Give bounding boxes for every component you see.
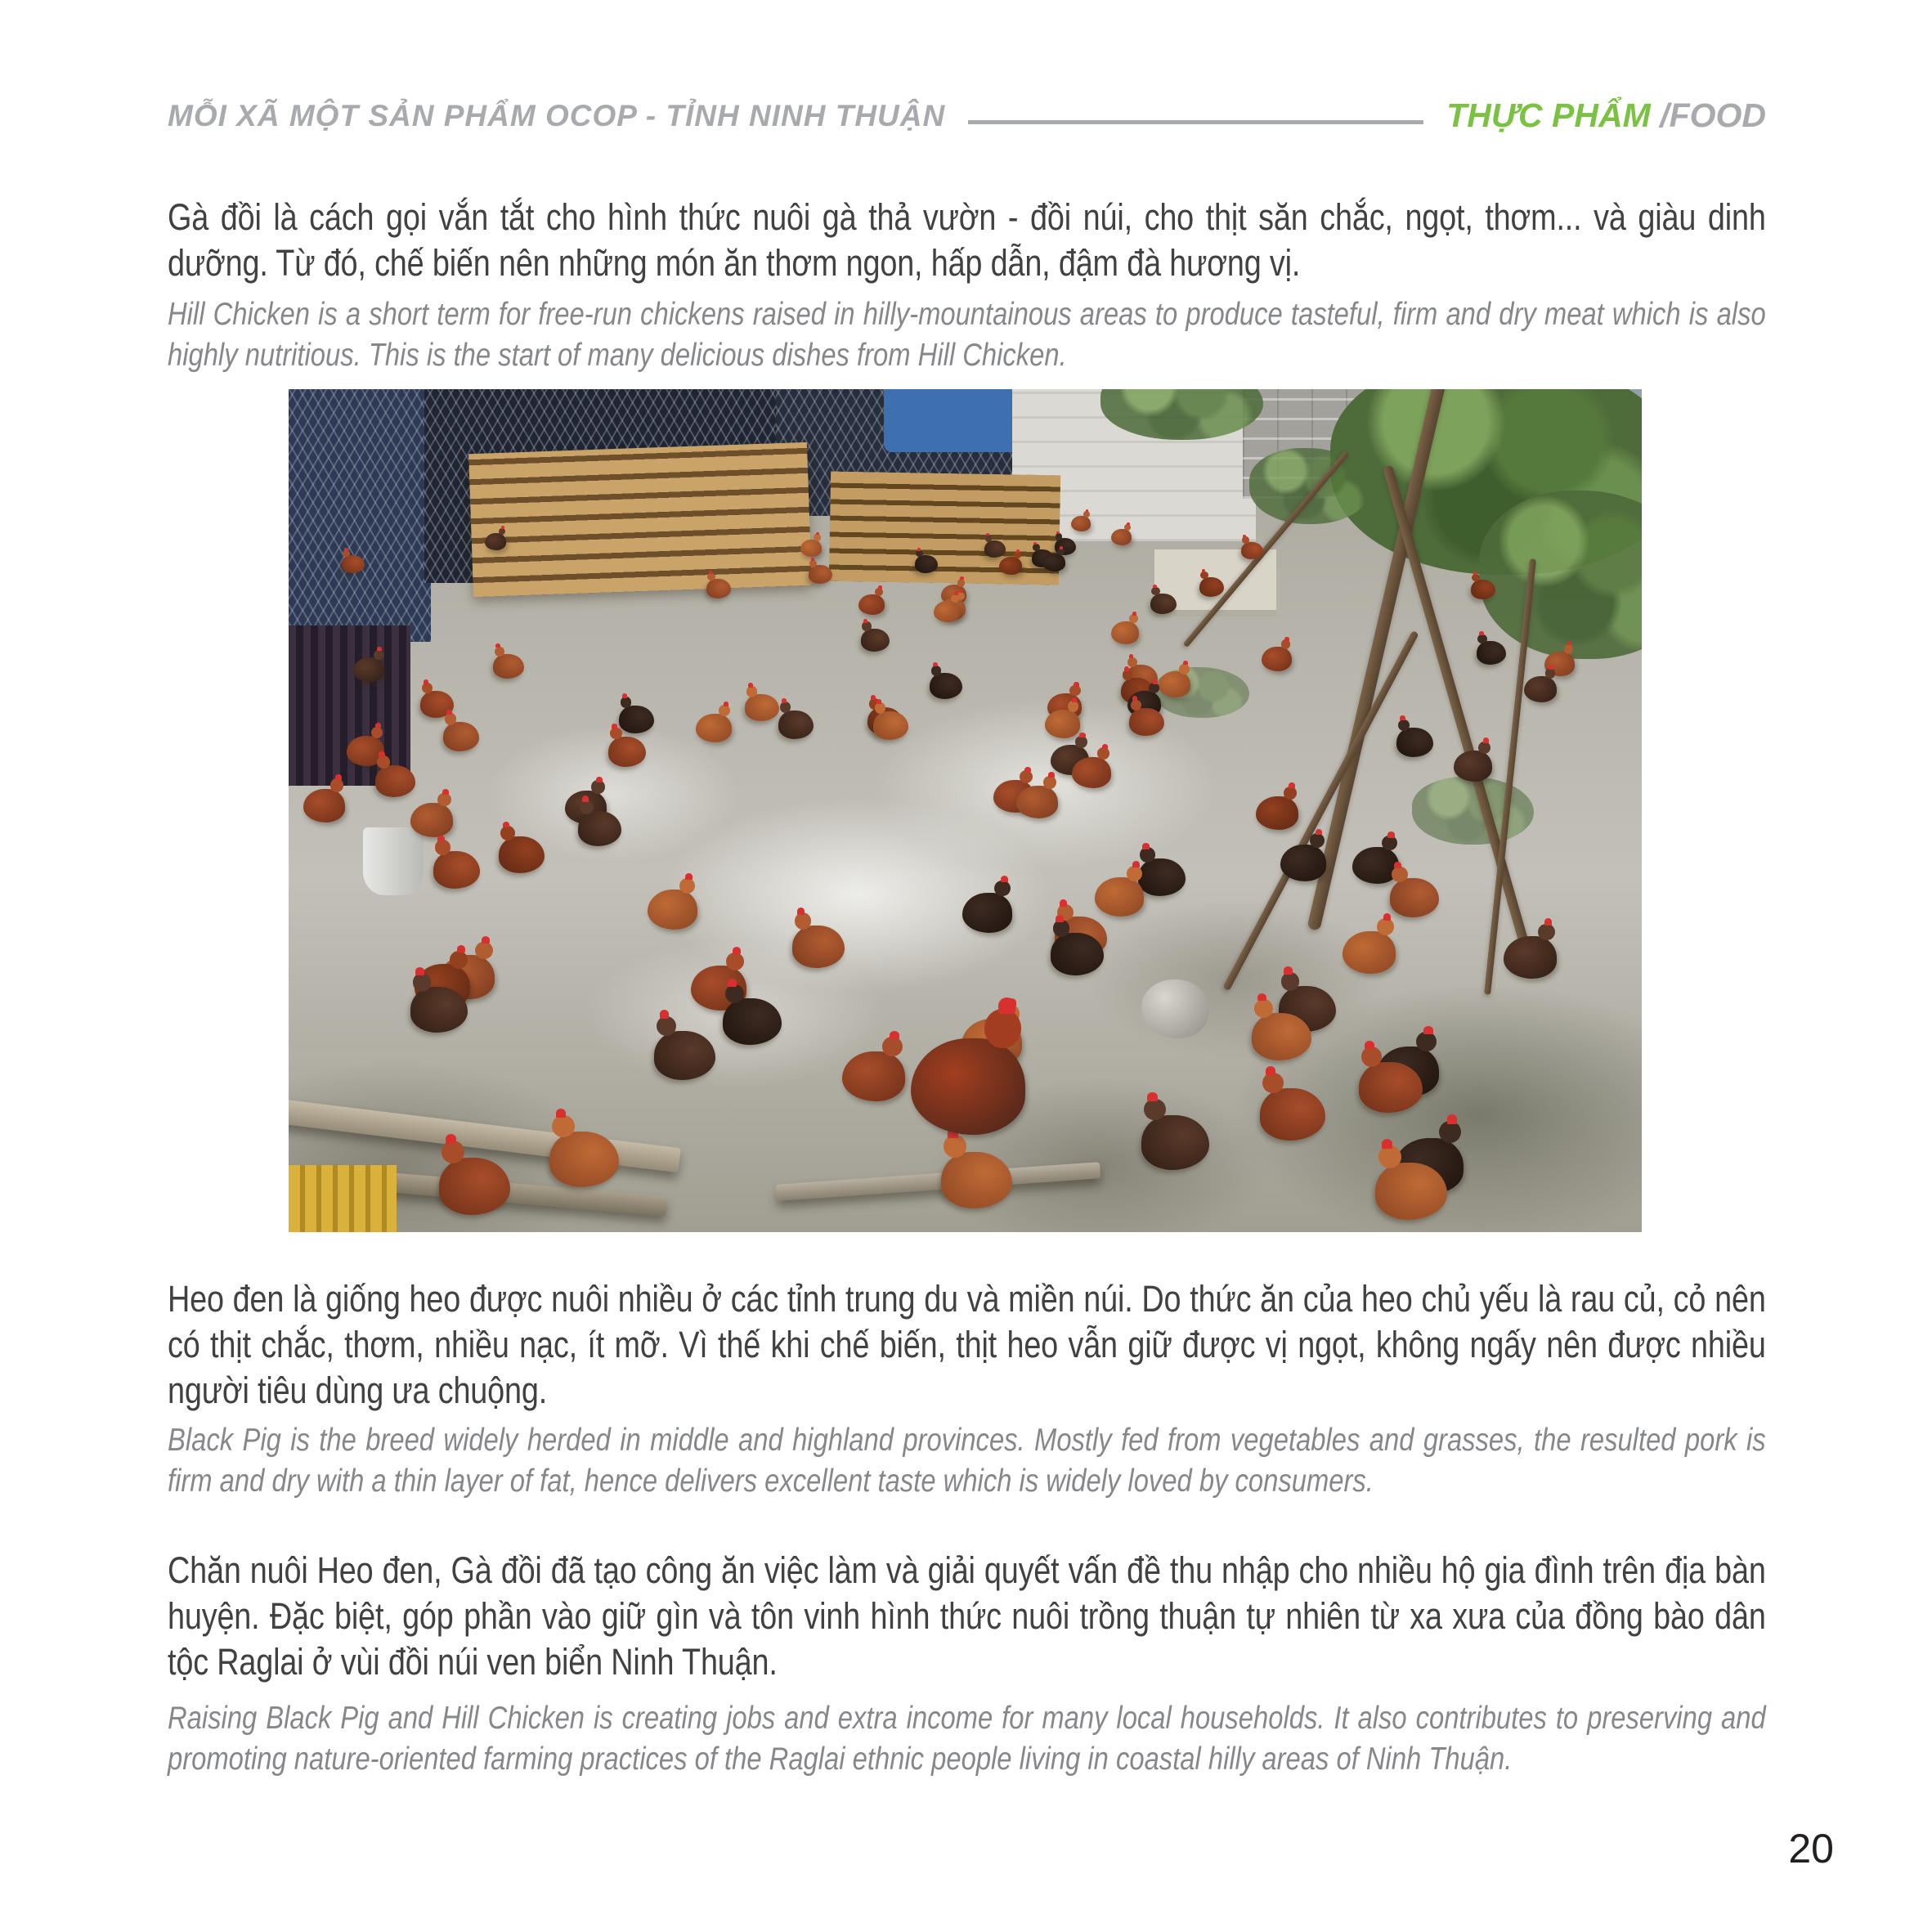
chicken-figure (1343, 931, 1396, 974)
chicken-figure (1072, 757, 1111, 788)
chicken-figure (1524, 676, 1557, 702)
chicken-figure (303, 789, 345, 823)
page-content (168, 142, 1766, 1780)
paragraph-hill-chicken-en: Hill Chicken is a short term for free-run chickens raised in hilly-mountainous areas to produce tasteful, firm and dry meat which is also highly nutritious. This is the start of many delicious dishes from Hill Chicken. (168, 297, 1766, 373)
chicken-figure (1359, 1062, 1423, 1113)
chicken-figure (1252, 1013, 1311, 1060)
chicken-figure (1141, 1115, 1209, 1170)
paragraph-black-pig-en: Black Pig is the breed widely herded in middle and highland provinces. Mostly fed from vegetables and grasses, the resulted pork is firm and dry with a thin layer of fat, hence delivers excellent taste which is widely loved by consumers. (168, 1423, 1766, 1499)
header-category-vi: THỰC PHẨM (1446, 96, 1651, 134)
chicken-figure (1396, 728, 1433, 757)
page-header (168, 96, 1766, 135)
chicken-figure (1375, 1163, 1447, 1220)
chicken-figure (353, 657, 384, 682)
chicken-figure (792, 926, 845, 968)
chicken-farm-photo (289, 389, 1642, 1232)
chicken-figure (1042, 554, 1065, 572)
chicken-figure (1071, 516, 1091, 531)
chicken-figure (1390, 878, 1439, 917)
chicken-figure (984, 540, 1006, 558)
chicken-figure (1256, 796, 1298, 830)
chicken-figure (439, 1158, 510, 1215)
chicken-figure (654, 1031, 715, 1080)
paragraph-hill-chicken-vi: Gà đồi là cách gọi vắn tắt cho hình thức nuôi gà thả vườn - đồi núi, cho thịt săn chắc, ngọt, thơm... và giàu dinh dưỡng. Từ đó, chế biến nên những món ăn thơm ngon, hấp dẫn, đậm đà hương vị. (168, 196, 1766, 284)
chicken-figure (1095, 877, 1144, 917)
chicken-figure (1159, 671, 1190, 697)
chicken-figure (648, 890, 697, 930)
chicken-figure (873, 711, 908, 740)
chicken-figure (745, 694, 779, 721)
chicken-figure (499, 836, 545, 873)
chicken-figure (800, 540, 822, 557)
chicken-figure (999, 557, 1022, 575)
header-category-en: /FOOD (1660, 96, 1766, 134)
header-category (1446, 96, 1766, 135)
paragraph-black-pig-vi: Heo đen là giống heo được nuôi nhiều ở các tỉnh trung du và miền núi. Do thức ăn của heo chủ yếu là rau củ, cỏ nên có thịt chắc, thơm, nhiều nạc, ít mỡ. Vì thế khi chế biến, thịt heo vẫn giữ được vị ngọt, không ngấy nên được nhiều người tiêu dùng ưa chuộng. (168, 1278, 1766, 1411)
chicken-figure (410, 987, 468, 1033)
page-number: 20 (1788, 1826, 1834, 1871)
chicken-figure (1241, 542, 1263, 559)
chicken-figure (1129, 708, 1164, 736)
chicken-figure (1454, 751, 1492, 782)
chicken-figure (549, 1132, 619, 1187)
chicken-figure (962, 893, 1012, 933)
chicken-figure (778, 710, 814, 739)
chicken-figure (1477, 641, 1506, 665)
chicken-figure (578, 811, 621, 846)
chicken-figure (1262, 647, 1292, 671)
chicken-figure (1111, 529, 1132, 545)
rooster-figure (911, 1038, 1025, 1135)
header-series-title: MỖI XÃ MỘT SẢN PHẨM OCOP - TỈNH NINH THUẬN (168, 98, 946, 132)
chicken-figure (1504, 936, 1557, 979)
chicken-figure (1280, 845, 1326, 881)
chicken-figure (1199, 577, 1224, 597)
chicken-figure (1471, 580, 1495, 599)
chicken-figure (706, 579, 731, 598)
chicken-figure (842, 1051, 905, 1101)
chicken-figure (809, 565, 832, 584)
chicken-figure (941, 1152, 1012, 1208)
chicken-figure (375, 765, 415, 797)
chicken-figure (1111, 621, 1139, 644)
chicken-figure (485, 533, 506, 550)
header-divider-rule (968, 120, 1423, 124)
chicken-figure (915, 555, 938, 573)
chicken-figure (934, 601, 960, 622)
chicken-figure (858, 594, 885, 615)
chicken-figure (930, 673, 962, 699)
chicken-figure (443, 722, 479, 751)
chicken-figure (1138, 858, 1186, 896)
chicken-figure (608, 737, 646, 767)
chicken-figure (1045, 710, 1080, 738)
chicken-figure (1150, 594, 1177, 614)
chicken-figure (342, 555, 365, 573)
chicken-figure (723, 998, 782, 1045)
chicken-figure (1016, 786, 1058, 818)
chicken-figure (1051, 933, 1104, 975)
paragraph-impact-vi: Chăn nuôi Heo đen, Gà đồi đã tạo công ăn việc làm và giải quyết vấn đề thu nhập cho nhiều hộ gia đình trên địa bàn huyện. Đặc biệt, góp phần vào giữ gìn và tôn vinh hình thức nuôi trồng thuận tự nhiên từ xa xưa của đồng bào dân tộc Raglai ở vùi đồi núi ven biển Ninh Thuận. (168, 1549, 1766, 1683)
chicken-figure (493, 654, 524, 679)
chicken-figure (433, 851, 480, 889)
paragraph-impact-en: Raising Black Pig and Hill Chicken is creating jobs and extra income for many local households. It also contributes to preserving and promoting nature-oriented farming practices of the Raglai ethnic people living in coastal hilly areas of Ninh Thuận. (168, 1701, 1766, 1777)
chicken-figure (696, 714, 732, 742)
chicken-figure (410, 803, 453, 837)
chicken-figure (619, 706, 654, 733)
chicken-figure (861, 629, 890, 652)
chicken-figure (1260, 1088, 1325, 1141)
